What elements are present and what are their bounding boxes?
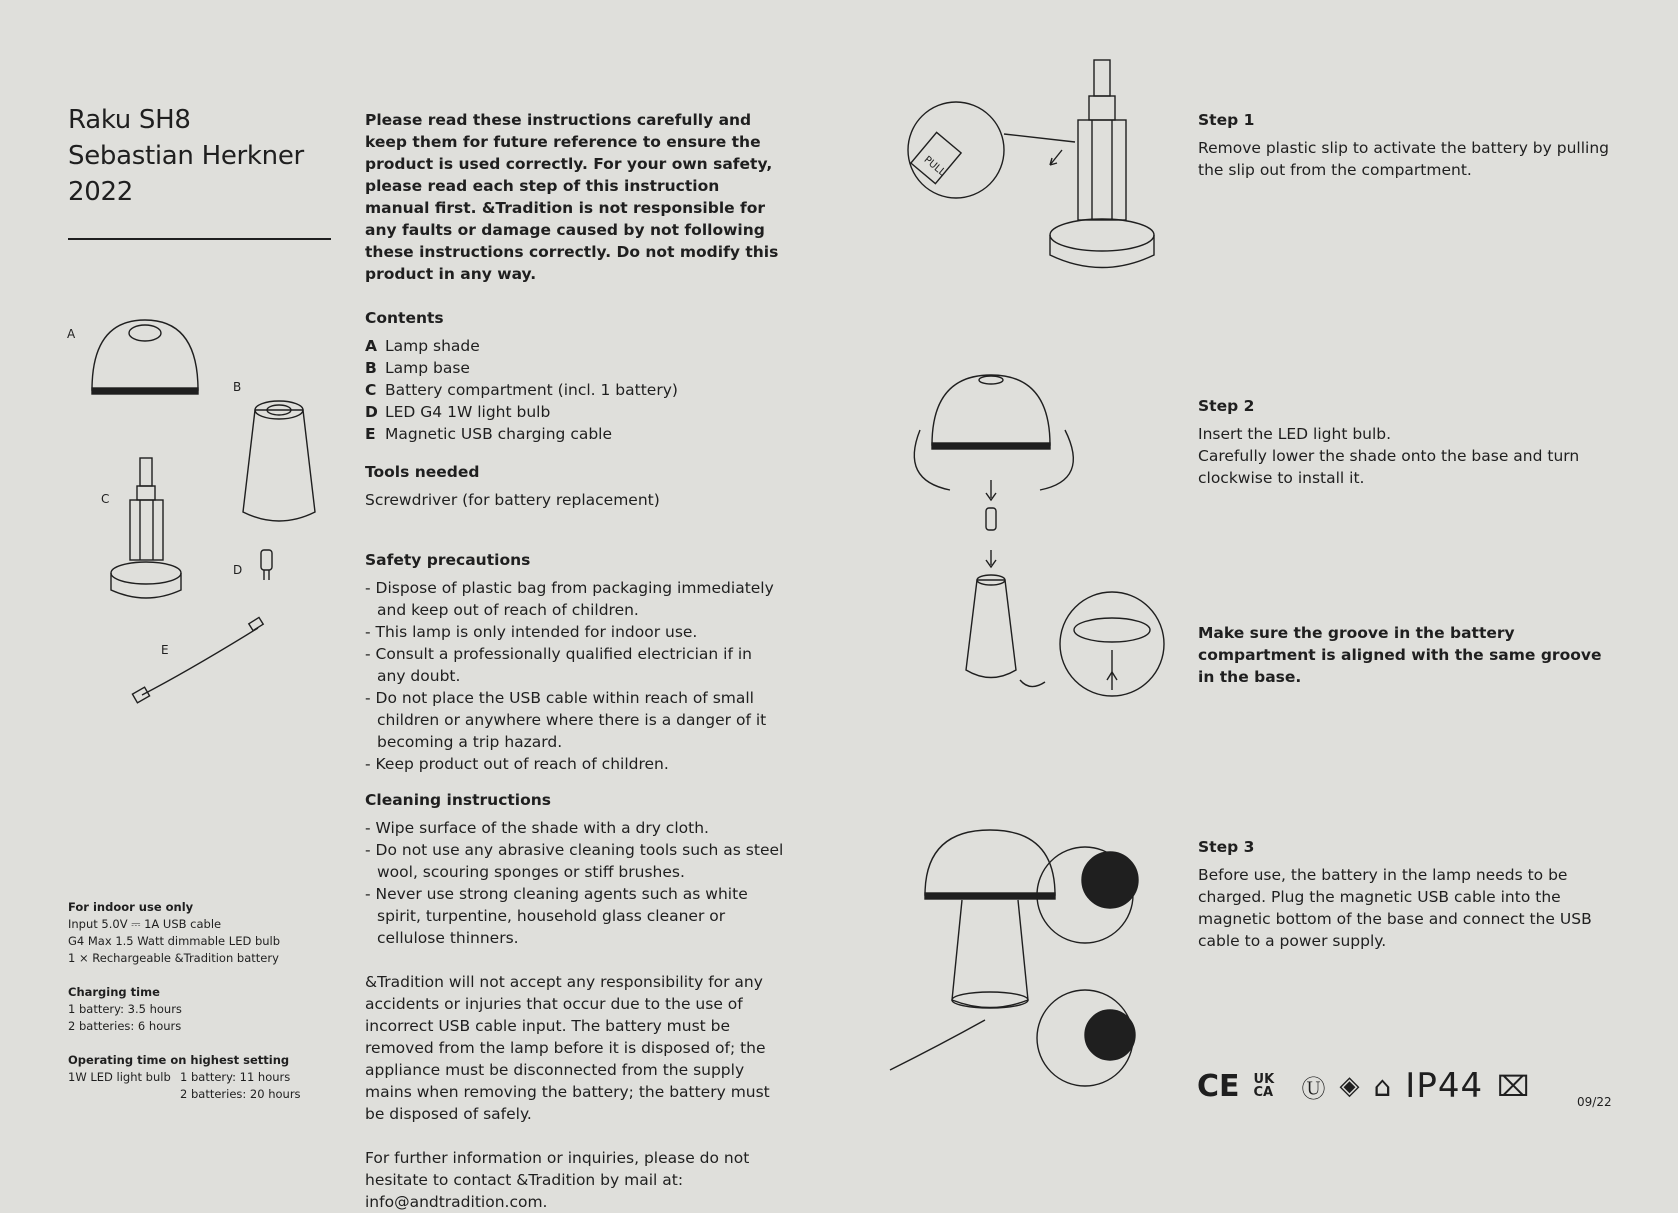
spec-bulb: G4 Max 1.5 Watt dimmable LED bulb [68,934,281,948]
spec-battery: 1 × Rechargeable &Tradition battery [68,951,279,965]
spec-indoor-heading: For indoor use only [68,900,194,914]
contact-paragraph: For further information or inquiries, please do not hesitate to contact &Tradition by mail at: info@andtradition.com. [365,1149,750,1211]
lamp-base-drawing [243,401,315,521]
ip-rating: IP44 [1405,1066,1484,1106]
step2-text-block [1198,395,1618,489]
safety-item: - Consult a professionally qualified electrician if in any doubt. [365,645,753,685]
spec-operating-label: 1W LED light bulb [68,1070,171,1084]
groove-note: Make sure the groove in the battery compartment is aligned with the same groove in the base. [1198,624,1602,686]
tools-heading: Tools needed [365,463,480,481]
contents-item: C Battery compartment (incl. 1 battery) [365,381,678,399]
cleaning-item: - Do not use any abrasive cleaning tools such as steel wool, scouring sponges or stiff brushes. [365,841,784,881]
ce-mark: CE [1197,1068,1240,1104]
lamp-shade-drawing [92,320,198,394]
safety-item: - Do not place the USB cable within reach of small children or anywhere where there is a danger of it becoming a trip hazard. [365,689,767,751]
spec-operating-1: 1 battery: 11 hours [180,1070,291,1084]
spec-charging-heading: Charging time [68,985,160,999]
step2-line2: Carefully lower the shade onto the base and turn clockwise to install it. [1198,447,1580,487]
usb-cable-drawing [132,617,263,702]
cleaning-item: - Never use strong cleaning agents such as white spirit, turpentine, household glass cleaner or cellulose thinners. [365,885,748,947]
step3-text-block [1198,836,1618,952]
step3-text: Before use, the battery in the lamp needs to be charged. Plug the magnetic USB cable into the magnetic bottom of the base and connect the USB cable to a power supply. [1198,866,1592,950]
spec-operating-row-2 [68,1086,338,1103]
spec-operating-2: 2 batteries: 20 hours [180,1087,301,1101]
contents-item: E Magnetic USB charging cable [365,425,613,443]
step2-line1: Insert the LED light bulb. [1198,425,1392,443]
contents-item: B Lamp base [365,359,470,377]
part-label-e: E [161,643,169,657]
ukca-mark: UK CA [1253,1072,1275,1100]
product-year: 2022 [68,177,133,207]
intro-paragraph: Please read these instructions carefully and keep them for future reference to ensure the product is used correctly. For your own safety, please read each step of this instruction manual first. &Tradition is not responsible for any faults or damage caused by not following these instructions correctly. Do not modify this product in any way. [365,111,779,283]
step1-text-block [1198,109,1618,181]
step1-text: Remove plastic slip to activate the battery by pulling the slip out from the compartment. [1198,139,1609,179]
part-label-d: D [233,563,243,577]
spec-charging-1: 1 battery: 3.5 hours [68,1002,182,1016]
specifications [68,899,338,1103]
contents-item: A Lamp shade [365,337,480,355]
tools-text: Screwdriver (for battery replacement) [365,491,660,509]
spec-operating-heading: Operating time on highest setting [68,1053,290,1067]
product-name: Raku SH8 [68,105,191,135]
steps-illustration [890,50,1180,1050]
certification-marks [1197,1066,1529,1106]
led-bulb-drawing [261,550,272,580]
step2-drawing [914,375,1164,696]
part-label-b: B [233,380,242,394]
date-code: 09/22 [1577,1095,1612,1109]
part-label-a: A [67,327,76,341]
responsibility-paragraph: &Tradition will not accept any responsibility for any accidents or injuries that occur due to the use of incorrect USB cable input. The battery must be removed from the lamp before it is disposed of; the appliance must be disconnected from the supply mains when removing the battery; the battery must be disposed of safely. [365,973,770,1123]
class-iii-icon: ◈ [1339,1071,1360,1101]
ul-mark-icon: Ⓤ [1301,1074,1326,1103]
designer-name: Sebastian Herkner [68,141,304,171]
cleaning-item: - Wipe surface of the shade with a dry cloth. [365,819,709,837]
step3-drawing [890,830,1138,1086]
spec-charging-2: 2 batteries: 6 hours [68,1019,182,1033]
contents-item: D LED G4 1W light bulb [365,403,551,421]
safety-item: - Dispose of plastic bag from packaging immediately and keep out of reach of children. [365,579,774,619]
spec-operating-row [68,1069,338,1086]
cleaning-heading: Cleaning instructions [365,791,552,809]
indoor-house-icon: ⌂ [1373,1069,1392,1103]
part-label-c: C [101,492,110,506]
instructions-text [365,109,785,1213]
battery-compartment-drawing [111,458,181,598]
weee-bin-icon: ⌧ [1497,1069,1530,1103]
step1-drawing [908,60,1154,268]
spec-input: Input 5.0V ⎓ 1A USB cable [68,917,222,931]
pull-tab-label: PULL [921,154,948,179]
safety-item: - This lamp is only intended for indoor use. [365,623,698,641]
step3-heading: Step 3 [1198,838,1255,856]
parts-illustration [0,0,360,720]
contents-heading: Contents [365,309,444,327]
safety-heading: Safety precautions [365,551,531,569]
step1-heading: Step 1 [1198,111,1255,129]
safety-item: - Keep product out of reach of children. [365,755,669,773]
step2-heading: Step 2 [1198,397,1255,415]
